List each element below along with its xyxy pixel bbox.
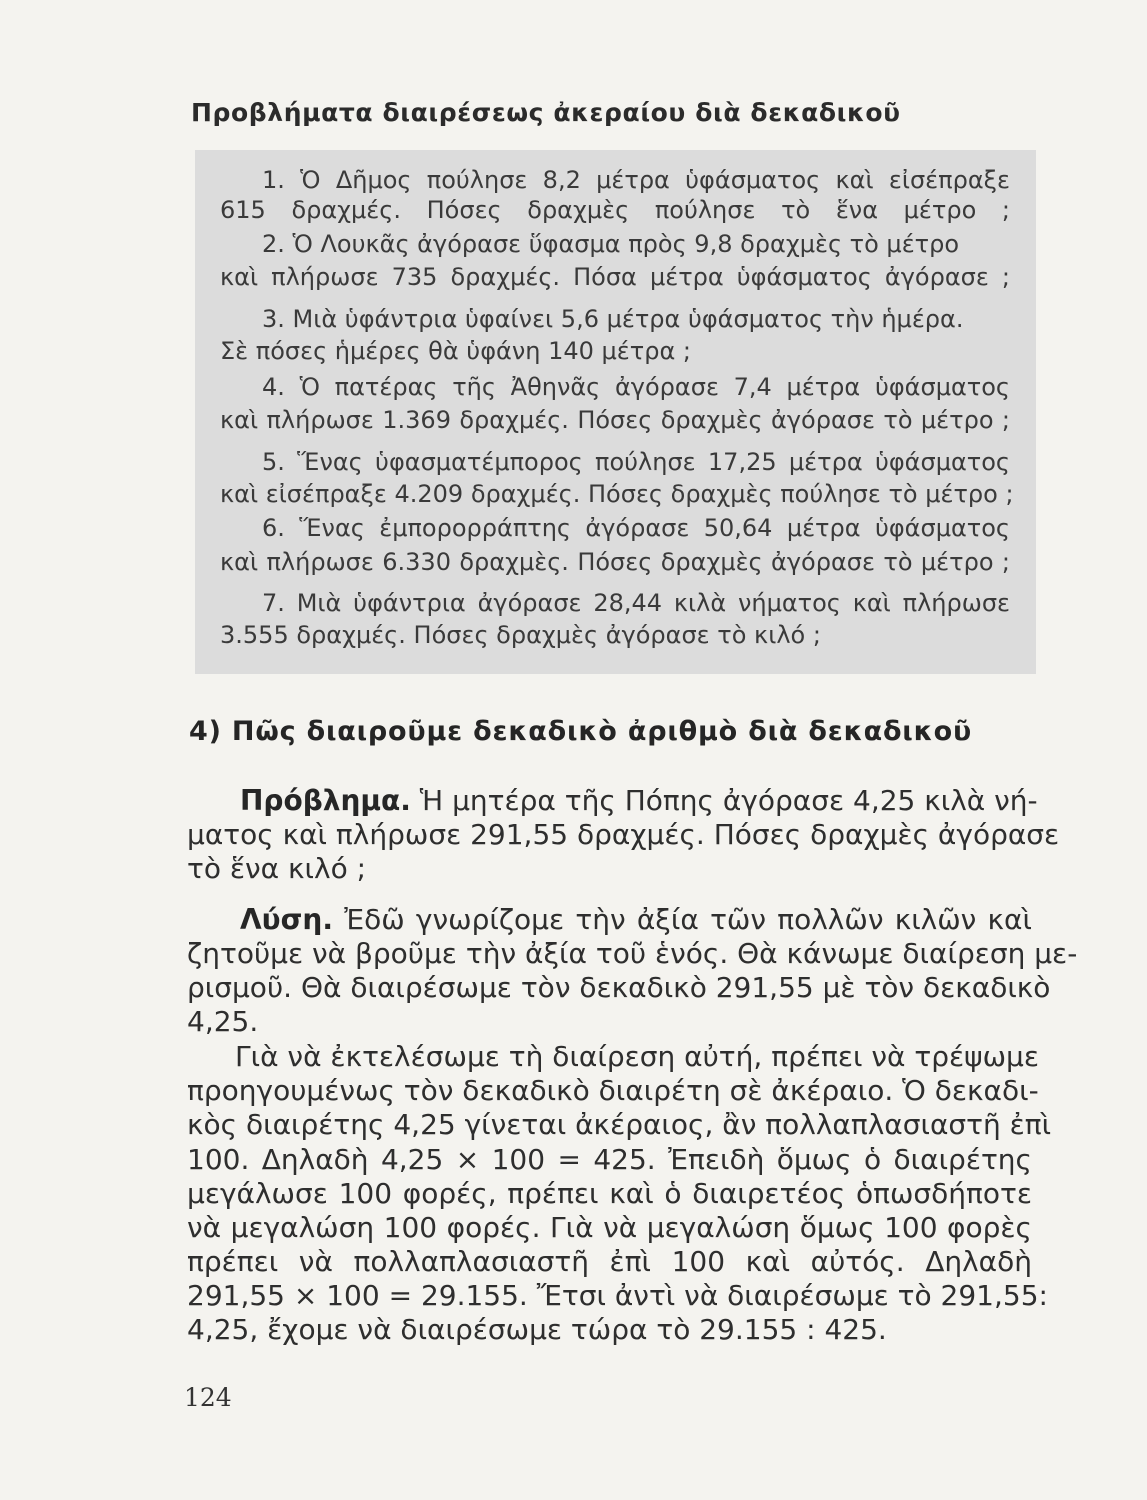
solution-text: Ἐδῶ γνωρίζομε τὴν ἀξία τῶν πολλῶν κιλῶν καὶ — [332, 903, 1032, 936]
exercise-line: 6. Ἕνας ἐμπορορράπτης ἀγόρασε 50,64 μέτρα ὑφάσματος — [262, 514, 1010, 542]
exercise-line: καὶ πλήρωσε 1.369 δραχμές. Πόσες δραχμὲς ἀγόρασε τὸ μέτρο ; — [220, 406, 1010, 434]
section-heading: 4) Πῶς διαιροῦμε δεκαδικὸ ἀριθμὸ διὰ δεκαδικοῦ — [189, 716, 972, 747]
solution-line: 4,25. — [187, 1005, 259, 1038]
exercise-line: καὶ εἰσέπραξε 4.209 δραχμές. Πόσες δραχμὲς πούλησε τὸ μέτρο ; — [220, 480, 1014, 508]
exercises-heading: Προβλήματα διαιρέσεως ἀκεραίου διὰ δεκαδικοῦ — [191, 98, 901, 127]
exercise-line: 4. Ὁ πατέρας τῆς Ἀθηνᾶς ἀγόρασε 7,4 μέτρα ὑφάσματος — [262, 373, 1010, 401]
paragraph-line: προηγουμένως τὸν δεκαδικὸ διαιρέτη σὲ ἀκέραιο. Ὁ δεκαδι- — [187, 1074, 1039, 1107]
exercise-line: 5. Ἕνας ὑφασματέμπορος πούλησε 17,25 μέτρα ὑφάσματος — [262, 448, 1010, 476]
exercise-line: 615 δραχμές. Πόσες δραχμὲς πούλησε τὸ ἕνα μέτρο ; — [220, 196, 1010, 224]
paragraph-line: Γιὰ νὰ ἐκτελέσωμε τὴ διαίρεση αὐτή, πρέπει νὰ τρέψωμε — [235, 1040, 1039, 1073]
paragraph-line: 4,25, ἔχομε νὰ διαιρέσωμε τώρα τὸ 29.155 : 425. — [187, 1313, 887, 1346]
paragraph-line: μεγάλωσε 100 φορές, πρέπει καὶ ὁ διαιρετέος ὁπωσδήποτε — [187, 1177, 1032, 1210]
problem-text: Ἡ μητέρα τῆς Πόπης ἀγόρασε 4,25 κιλὰ νή- — [410, 784, 1038, 817]
solution-line: ζητοῦμε νὰ βροῦμε τὴν ἀξία τοῦ ἑνός. Θὰ κάνωμε διαίρεση με- — [187, 937, 1078, 970]
paragraph-line: πρέπει νὰ πολλαπλασιαστῆ ἐπὶ 100 καὶ αὐτός. Δηλαδὴ — [187, 1245, 1032, 1278]
problem-line: ματος καὶ πλήρωσε 291,55 δραχμές. Πόσες δραχμὲς ἀγόρασε — [187, 818, 1060, 851]
paragraph-line: κὸς διαιρέτης 4,25 γίνεται ἀκέραιος, ἂν πολλαπλασιαστῆ ἐπὶ — [187, 1108, 1052, 1141]
problem-line: τὸ ἕνα κιλό ; — [187, 852, 367, 885]
solution-first-line — [240, 903, 1032, 937]
exercise-line: 1. Ὁ Δῆμος πούλησε 8,2 μέτρα ὑφάσματος καὶ εἰσέπραξε — [262, 166, 1010, 194]
exercise-line: 7. Μιὰ ὑφάντρια ἀγόρασε 28,44 κιλὰ νήματος καὶ πλήρωσε — [262, 589, 1010, 617]
exercise-line: 2. Ὁ Λουκᾶς ἀγόρασε ὕφασμα πρὸς 9,8 δραχμὲς τὸ μέτρο — [262, 230, 960, 258]
paragraph-line: 100. Δηλαδὴ 4,25 × 100 = 425. Ἐπειδὴ ὅμως ὁ διαιρέτης — [187, 1143, 1032, 1176]
solution-label: Λύση. — [240, 903, 333, 936]
exercise-line: καὶ πλήρωσε 735 δραχμές. Πόσα μέτρα ὑφάσματος ἀγόρασε ; — [220, 263, 1010, 291]
page-number: 124 — [184, 1383, 232, 1412]
exercise-line: 3. Μιὰ ὑφάντρια ὑφαίνει 5,6 μέτρα ὑφάσματος τὴν ἡμέρα. — [262, 305, 964, 333]
solution-line: ρισμοῦ. Θὰ διαιρέσωμε τὸν δεκαδικὸ 291,55 μὲ τὸν δεκαδικὸ — [187, 971, 1051, 1004]
exercise-line: 3.555 δραχμές. Πόσες δραχμὲς ἀγόρασε τὸ κιλό ; — [220, 621, 821, 649]
paragraph-line: 291,55 × 100 = 29.155. Ἔτσι ἀντὶ νὰ διαιρέσωμε τὸ 291,55: — [187, 1279, 1048, 1312]
exercise-line: καὶ πλήρωσε 6.330 δραχμὲς. Πόσες δραχμὲς ἀγόρασε τὸ μέτρο ; — [220, 548, 1010, 576]
paragraph-line: νὰ μεγαλώση 100 φορές. Γιὰ νὰ μεγαλώση ὅμως 100 φορὲς — [187, 1211, 1032, 1244]
problem-first-line — [240, 784, 1038, 818]
exercise-line: Σὲ πόσες ἡμέρες θὰ ὑφάνη 140 μέτρα ; — [220, 337, 691, 365]
problem-label: Πρόβλημα. — [240, 784, 411, 817]
